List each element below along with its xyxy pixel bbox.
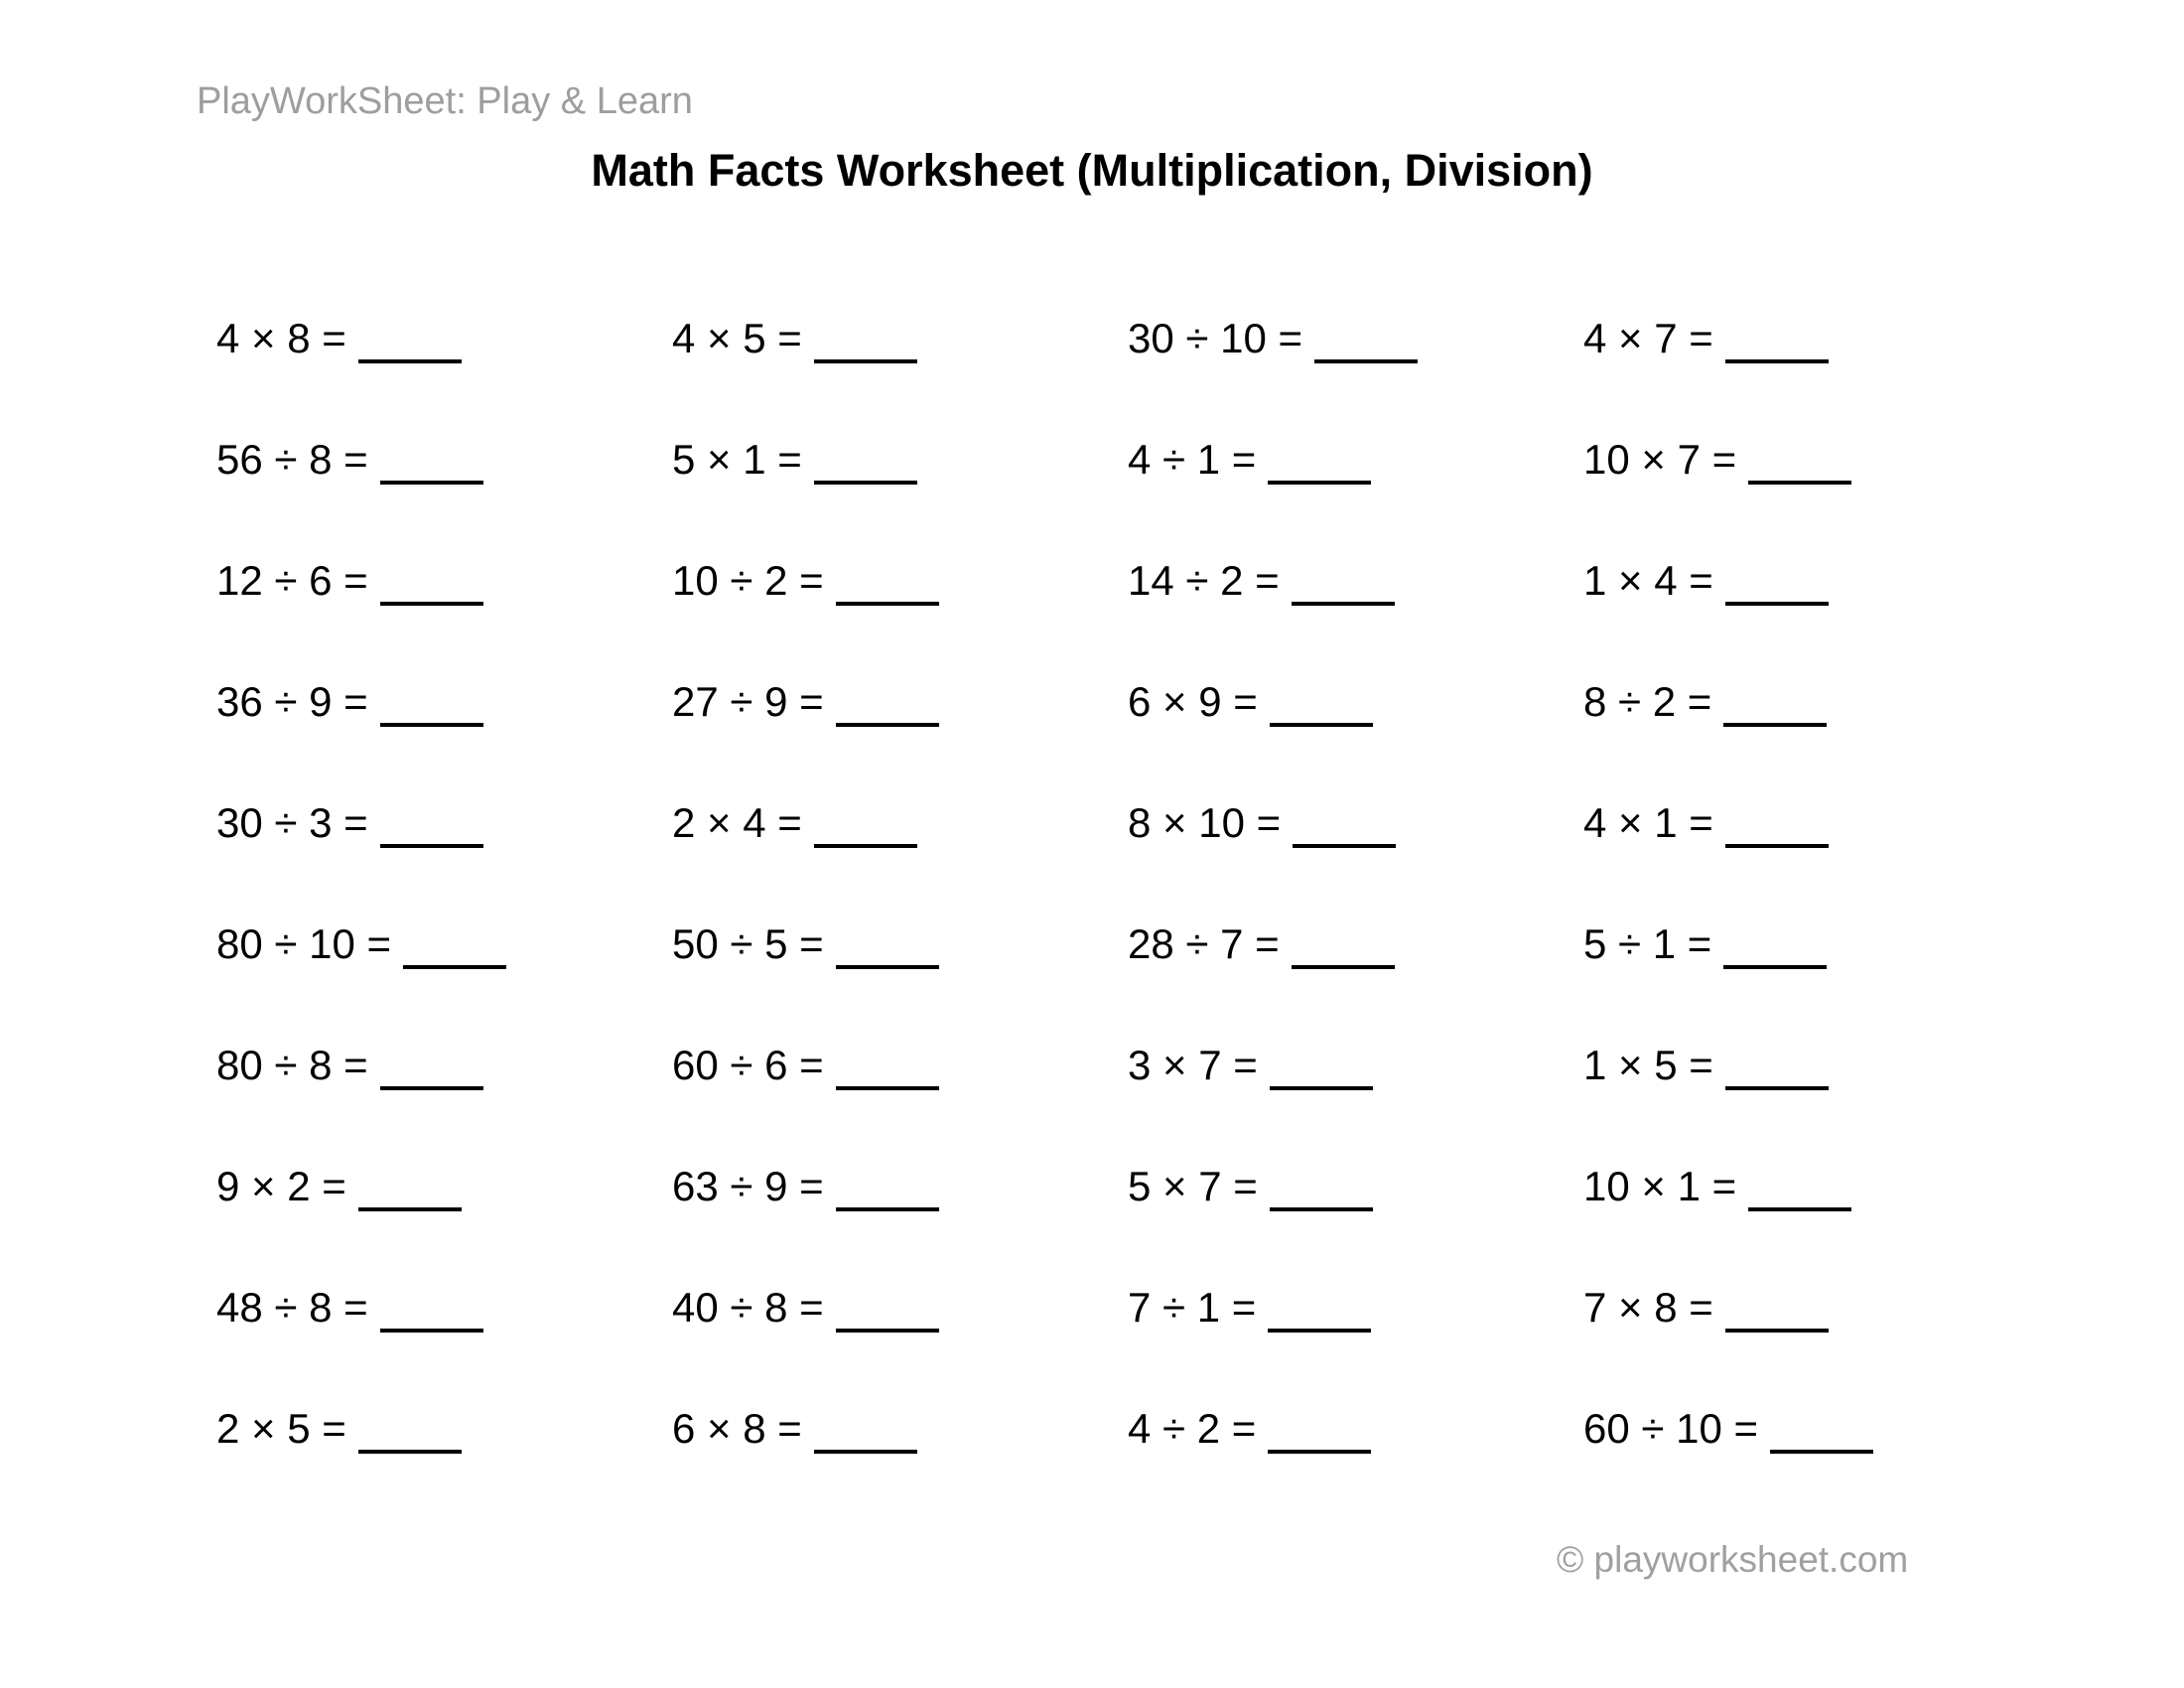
answer-blank-line	[358, 1207, 462, 1211]
problem-cell	[1128, 437, 1583, 558]
answer-blank-line	[358, 1450, 462, 1454]
problem-expression: 40 ÷ 8 =	[672, 1284, 824, 1331]
problem-expression: 80 ÷ 8 =	[216, 1042, 368, 1088]
answer-blank-line	[1725, 844, 1829, 848]
answer-blank-line	[814, 1450, 917, 1454]
problem-expression: 28 ÷ 7 =	[1128, 920, 1280, 967]
answer-blank-line	[403, 965, 506, 969]
brand-text: PlayWorkSheet: Play & Learn	[197, 80, 693, 122]
answer-blank-line	[1268, 1329, 1371, 1333]
problem-cell	[1128, 558, 1583, 679]
problem-expression: 2 × 5 =	[216, 1405, 346, 1452]
problem-cell	[1583, 558, 2039, 679]
problem-cell	[216, 921, 672, 1043]
problem-expression: 56 ÷ 8 =	[216, 436, 368, 483]
answer-blank-line	[380, 1086, 483, 1090]
answer-blank-line	[836, 965, 939, 969]
problem-cell	[672, 1285, 1128, 1406]
answer-blank-line	[1292, 602, 1395, 606]
problem-cell	[1583, 1285, 2039, 1406]
answer-blank-line	[1270, 1086, 1373, 1090]
problems-grid	[216, 316, 2039, 1527]
problem-expression: 1 × 5 =	[1583, 1042, 1713, 1088]
problem-cell	[216, 1285, 672, 1406]
problem-expression: 8 × 10 =	[1128, 799, 1282, 846]
problem-expression: 3 × 7 =	[1128, 1042, 1258, 1088]
problem-cell	[1583, 1406, 2039, 1527]
problem-cell	[672, 1406, 1128, 1527]
problem-expression: 6 × 8 =	[672, 1405, 802, 1452]
problem-expression: 4 × 7 =	[1583, 315, 1713, 361]
problem-cell	[1583, 921, 2039, 1043]
problem-cell	[1128, 1285, 1583, 1406]
problem-cell	[1128, 679, 1583, 800]
problem-expression: 10 × 1 =	[1583, 1163, 1737, 1209]
answer-blank-line	[1723, 965, 1827, 969]
answer-blank-line	[380, 723, 483, 727]
problem-expression: 9 × 2 =	[216, 1163, 346, 1209]
problem-expression: 5 ÷ 1 =	[1583, 920, 1712, 967]
problem-expression: 36 ÷ 9 =	[216, 678, 368, 725]
answer-blank-line	[836, 1207, 939, 1211]
problem-expression: 2 × 4 =	[672, 799, 802, 846]
problem-expression: 30 ÷ 3 =	[216, 799, 368, 846]
problem-cell	[672, 800, 1128, 921]
answer-blank-line	[1725, 359, 1829, 363]
answer-blank-line	[380, 481, 483, 485]
problem-cell	[1583, 1043, 2039, 1164]
problem-cell	[1583, 1164, 2039, 1285]
problem-expression: 30 ÷ 10 =	[1128, 315, 1303, 361]
problem-expression: 4 × 1 =	[1583, 799, 1713, 846]
problem-cell	[1583, 800, 2039, 921]
problem-cell	[1128, 800, 1583, 921]
problem-expression: 7 × 8 =	[1583, 1284, 1713, 1331]
problem-expression: 7 ÷ 1 =	[1128, 1284, 1257, 1331]
problem-expression: 63 ÷ 9 =	[672, 1163, 824, 1209]
problem-expression: 60 ÷ 6 =	[672, 1042, 824, 1088]
problem-expression: 5 × 1 =	[672, 436, 802, 483]
answer-blank-line	[836, 602, 939, 606]
problem-cell	[216, 316, 672, 437]
answer-blank-line	[1292, 965, 1395, 969]
problem-cell	[216, 679, 672, 800]
problem-expression: 5 × 7 =	[1128, 1163, 1258, 1209]
problem-expression: 10 ÷ 2 =	[672, 557, 824, 604]
problem-cell	[216, 1406, 672, 1527]
problem-expression: 60 ÷ 10 =	[1583, 1405, 1759, 1452]
problem-cell	[672, 921, 1128, 1043]
problem-expression: 80 ÷ 10 =	[216, 920, 392, 967]
problem-cell	[216, 1164, 672, 1285]
problem-cell	[672, 316, 1128, 437]
problem-expression: 48 ÷ 8 =	[216, 1284, 368, 1331]
problem-cell	[216, 437, 672, 558]
problem-expression: 4 ÷ 1 =	[1128, 436, 1257, 483]
problem-expression: 10 × 7 =	[1583, 436, 1737, 483]
problem-cell	[672, 558, 1128, 679]
problem-cell	[672, 1164, 1128, 1285]
answer-blank-line	[1748, 1207, 1851, 1211]
answer-blank-line	[1314, 359, 1418, 363]
problem-cell	[1583, 679, 2039, 800]
answer-blank-line	[836, 1086, 939, 1090]
problem-cell	[1128, 316, 1583, 437]
answer-blank-line	[1293, 844, 1396, 848]
problem-expression: 14 ÷ 2 =	[1128, 557, 1280, 604]
answer-blank-line	[358, 359, 462, 363]
answer-blank-line	[1723, 723, 1827, 727]
answer-blank-line	[814, 844, 917, 848]
problem-expression: 4 ÷ 2 =	[1128, 1405, 1257, 1452]
answer-blank-line	[1748, 481, 1851, 485]
answer-blank-line	[1268, 1450, 1371, 1454]
answer-blank-line	[1270, 1207, 1373, 1211]
problem-cell	[1128, 921, 1583, 1043]
problem-expression: 6 × 9 =	[1128, 678, 1258, 725]
problem-cell	[216, 1043, 672, 1164]
problem-cell	[216, 558, 672, 679]
answer-blank-line	[814, 481, 917, 485]
answer-blank-line	[836, 1329, 939, 1333]
problem-expression: 4 × 5 =	[672, 315, 802, 361]
problem-cell	[672, 1043, 1128, 1164]
problem-cell	[672, 437, 1128, 558]
page-title: Math Facts Worksheet (Multiplication, Division)	[591, 145, 1593, 196]
problem-cell	[1583, 316, 2039, 437]
copyright-text: © playworksheet.com	[1557, 1539, 1909, 1580]
answer-blank-line	[1270, 723, 1373, 727]
problem-expression: 27 ÷ 9 =	[672, 678, 824, 725]
problem-expression: 12 ÷ 6 =	[216, 557, 368, 604]
answer-blank-line	[1725, 1086, 1829, 1090]
problem-expression: 50 ÷ 5 =	[672, 920, 824, 967]
answer-blank-line	[380, 1329, 483, 1333]
answer-blank-line	[1725, 602, 1829, 606]
problem-cell	[216, 800, 672, 921]
answer-blank-line	[380, 602, 483, 606]
answer-blank-line	[1268, 481, 1371, 485]
problem-cell	[1128, 1043, 1583, 1164]
problem-cell	[1583, 437, 2039, 558]
answer-blank-line	[380, 844, 483, 848]
answer-blank-line	[814, 359, 917, 363]
problem-cell	[1128, 1406, 1583, 1527]
problem-expression: 1 × 4 =	[1583, 557, 1713, 604]
answer-blank-line	[1725, 1329, 1829, 1333]
problem-expression: 8 ÷ 2 =	[1583, 678, 1712, 725]
problem-cell	[1128, 1164, 1583, 1285]
answer-blank-line	[1770, 1450, 1873, 1454]
problem-cell	[672, 679, 1128, 800]
problem-expression: 4 × 8 =	[216, 315, 346, 361]
answer-blank-line	[836, 723, 939, 727]
